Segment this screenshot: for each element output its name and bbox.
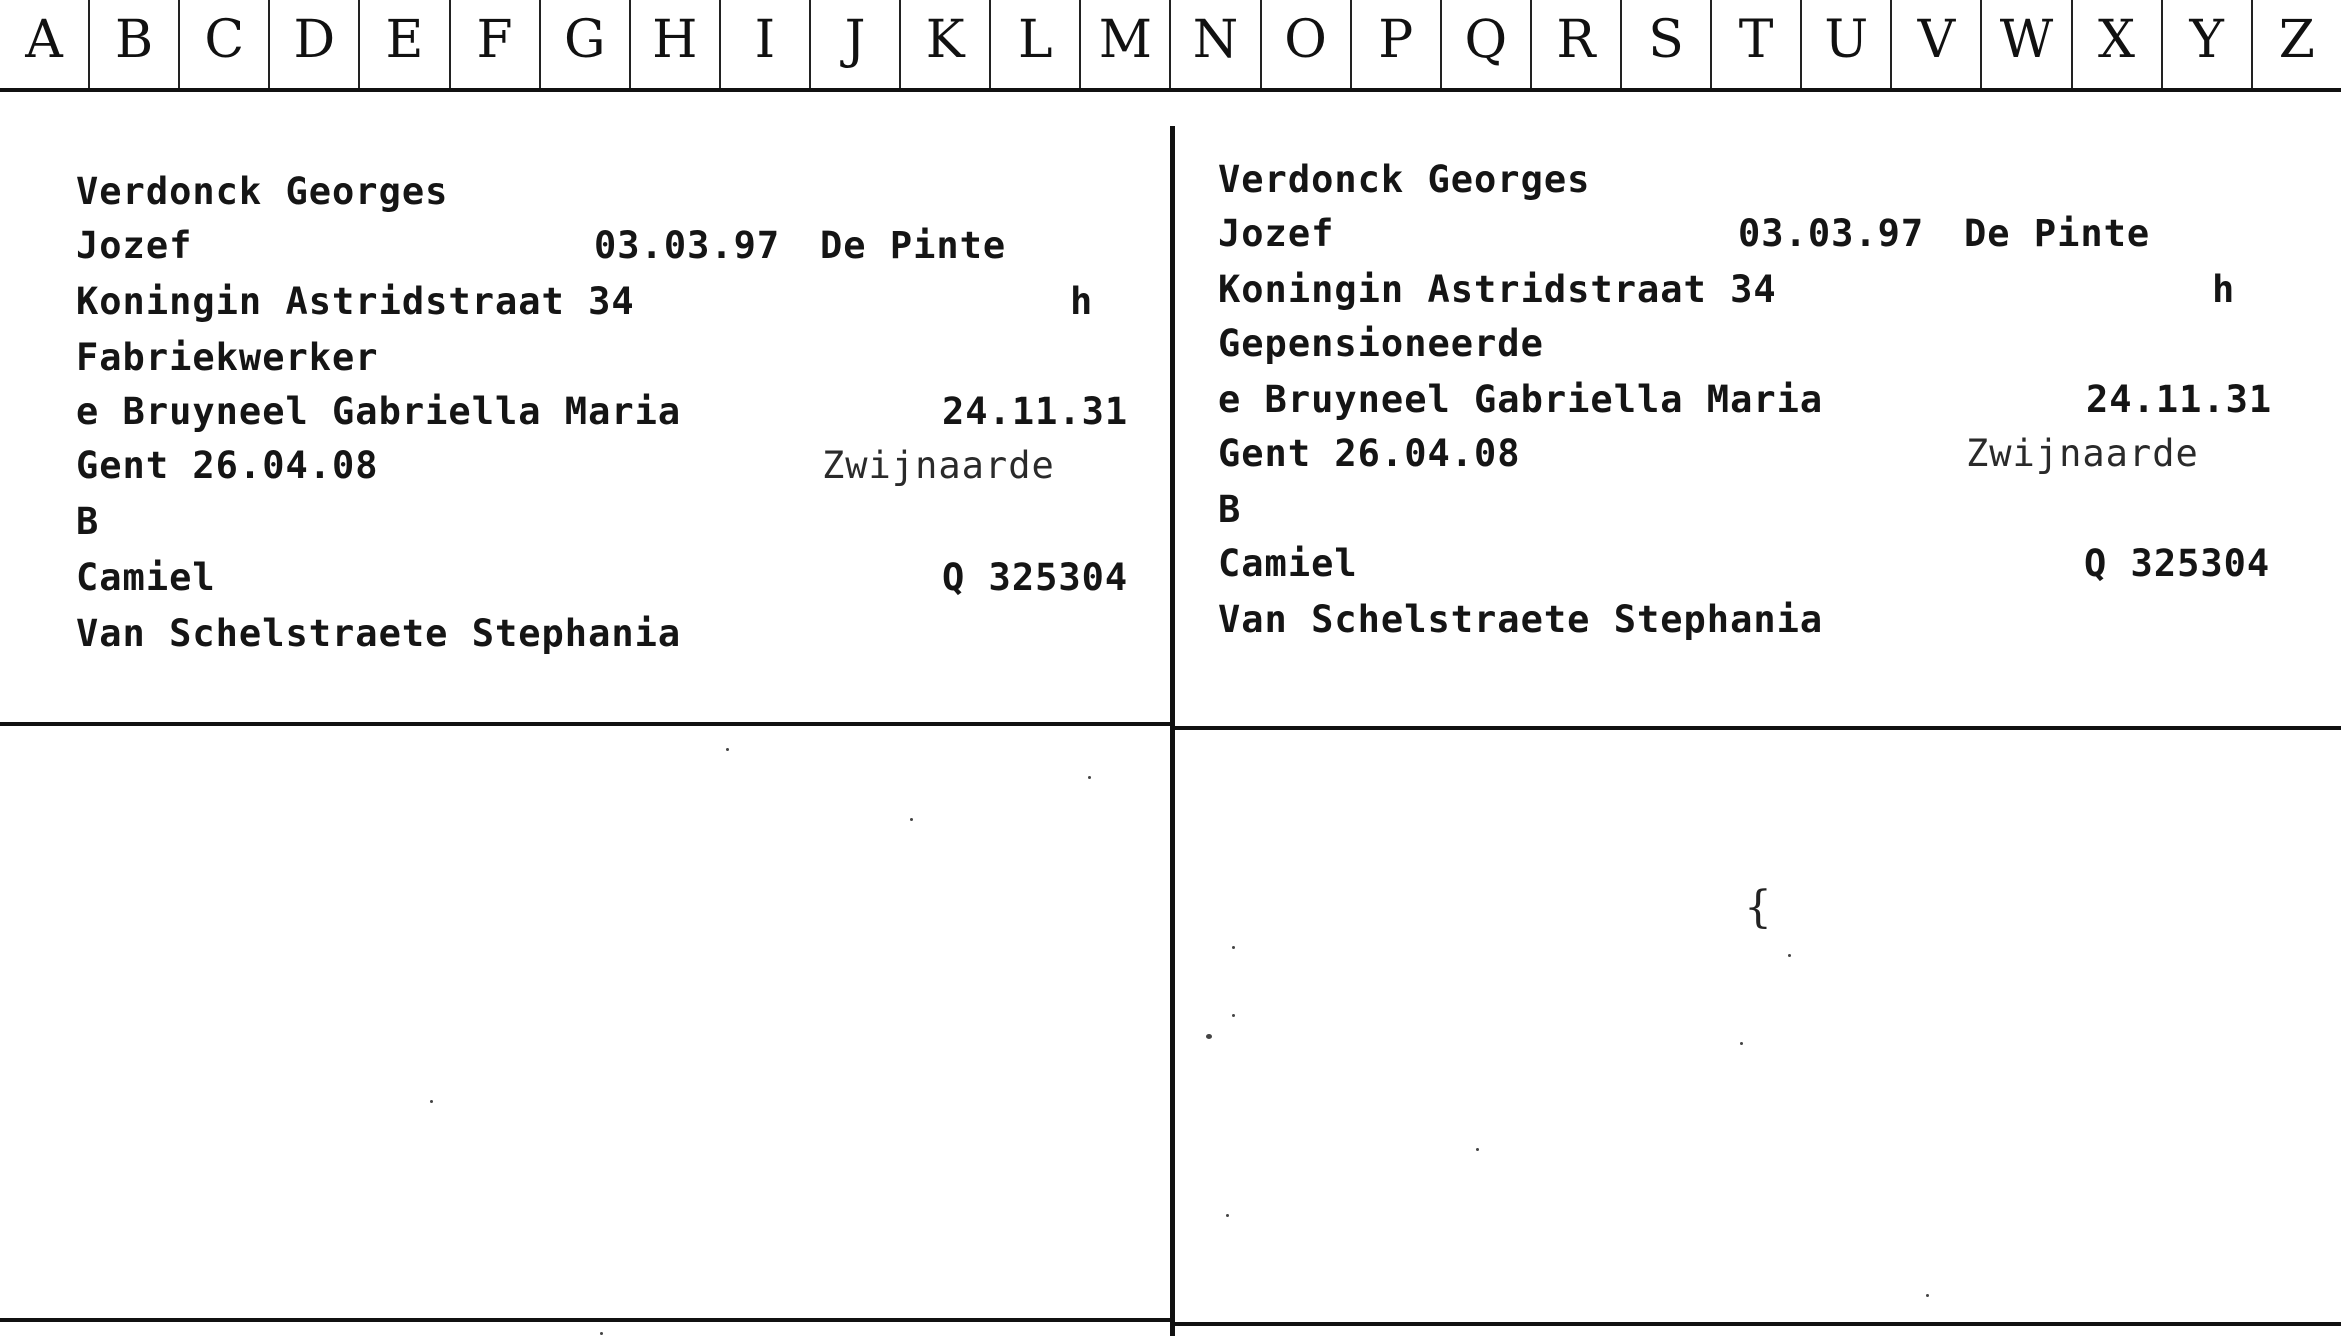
index-letter-c: C — [180, 0, 270, 88]
address: Koningin Astridstraat 34 — [1218, 268, 1777, 311]
mother: Van Schelstraete Stephania — [76, 612, 682, 655]
birth-place: De Pinte — [1964, 212, 2151, 255]
spouse: e Bruyneel Gabriella Maria — [1218, 378, 1824, 421]
birth-date: 03.03.97 — [594, 224, 781, 267]
left-record-card — [76, 0, 1196, 700]
index-letter-e: E — [360, 0, 450, 88]
index-letter-g: G — [541, 0, 631, 88]
surname-first: Verdonck Georges — [1218, 158, 1591, 201]
occupation: Gepensioneerde — [1218, 322, 1544, 365]
spouse-birth: Gent 26.04.08 — [1218, 432, 1521, 475]
index-letter-j: J — [811, 0, 901, 88]
index-letter-n: N — [1171, 0, 1261, 88]
index-letter-p: P — [1352, 0, 1442, 88]
stray-mark: { — [1744, 882, 1772, 933]
father: Camiel — [1218, 542, 1358, 585]
index-letter-l: L — [991, 0, 1081, 88]
marriage-date: 24.11.31 — [942, 390, 1129, 433]
index-letter-w: W — [1982, 0, 2072, 88]
card-divider-bottom-right — [1175, 1322, 2341, 1326]
index-letter-u: U — [1802, 0, 1892, 88]
index-letter-o: O — [1262, 0, 1352, 88]
index-letter-v: V — [1892, 0, 1982, 88]
scan-speck — [1476, 1148, 1479, 1151]
scan-speck — [430, 1100, 433, 1103]
address: Koningin Astridstraat 34 — [76, 280, 635, 323]
scan-speck — [1088, 776, 1091, 779]
index-letter-f: F — [451, 0, 541, 88]
gender: h — [1070, 280, 1094, 323]
gender: h — [2212, 268, 2236, 311]
birth-place: De Pinte — [820, 224, 1007, 267]
scan-speck — [600, 1332, 603, 1335]
index-letter-s: S — [1622, 0, 1712, 88]
scan-speck — [1232, 946, 1235, 949]
scan-speck — [1226, 1214, 1229, 1217]
record-number: Q 325304 — [942, 556, 1129, 599]
card-divider-mid-right — [1175, 726, 2341, 730]
given-name: Jozef — [76, 224, 193, 267]
index-letter-x: X — [2073, 0, 2163, 88]
occupation: Fabriekwerker — [76, 336, 379, 379]
index-letter-m: M — [1081, 0, 1171, 88]
scan-speck — [1926, 1294, 1929, 1297]
index-letter-b: B — [90, 0, 180, 88]
index-letter-i: I — [721, 0, 811, 88]
index-letter-a: A — [0, 0, 90, 88]
scan-speck — [1206, 1034, 1212, 1039]
marriage-place: Zwijnaarde — [1966, 432, 2199, 475]
spouse-birth: Gent 26.04.08 — [76, 444, 379, 487]
index-letter-d: D — [270, 0, 360, 88]
given-name: Jozef — [1218, 212, 1335, 255]
scan-speck — [1232, 1014, 1235, 1017]
card-divider-bottom-left — [0, 1318, 1170, 1322]
index-letter-r: R — [1532, 0, 1622, 88]
marriage-place: Zwijnaarde — [822, 444, 1055, 487]
scan-speck — [1740, 1042, 1743, 1045]
index-letter-q: Q — [1442, 0, 1532, 88]
index-letter-k: K — [901, 0, 991, 88]
card-divider-mid-left — [0, 722, 1170, 726]
code: B — [76, 500, 100, 543]
index-letter-h: H — [631, 0, 721, 88]
index-letter-z: Z — [2278, 10, 2315, 70]
right-record-card — [1218, 0, 2338, 700]
scan-speck — [726, 748, 729, 751]
scan-speck — [1788, 954, 1791, 957]
father: Camiel — [76, 556, 216, 599]
index-letter-y: Y — [2163, 0, 2253, 88]
marriage-date: 24.11.31 — [2086, 378, 2273, 421]
scan-speck — [910, 818, 913, 821]
birth-date: 03.03.97 — [1738, 212, 1925, 255]
surname-first: Verdonck Georges — [76, 170, 449, 213]
spouse: e Bruyneel Gabriella Maria — [76, 390, 682, 433]
record-number: Q 325304 — [2084, 542, 2271, 585]
code: B — [1218, 488, 1242, 531]
mother: Van Schelstraete Stephania — [1218, 598, 1824, 641]
index-letter-t: T — [1712, 0, 1802, 88]
